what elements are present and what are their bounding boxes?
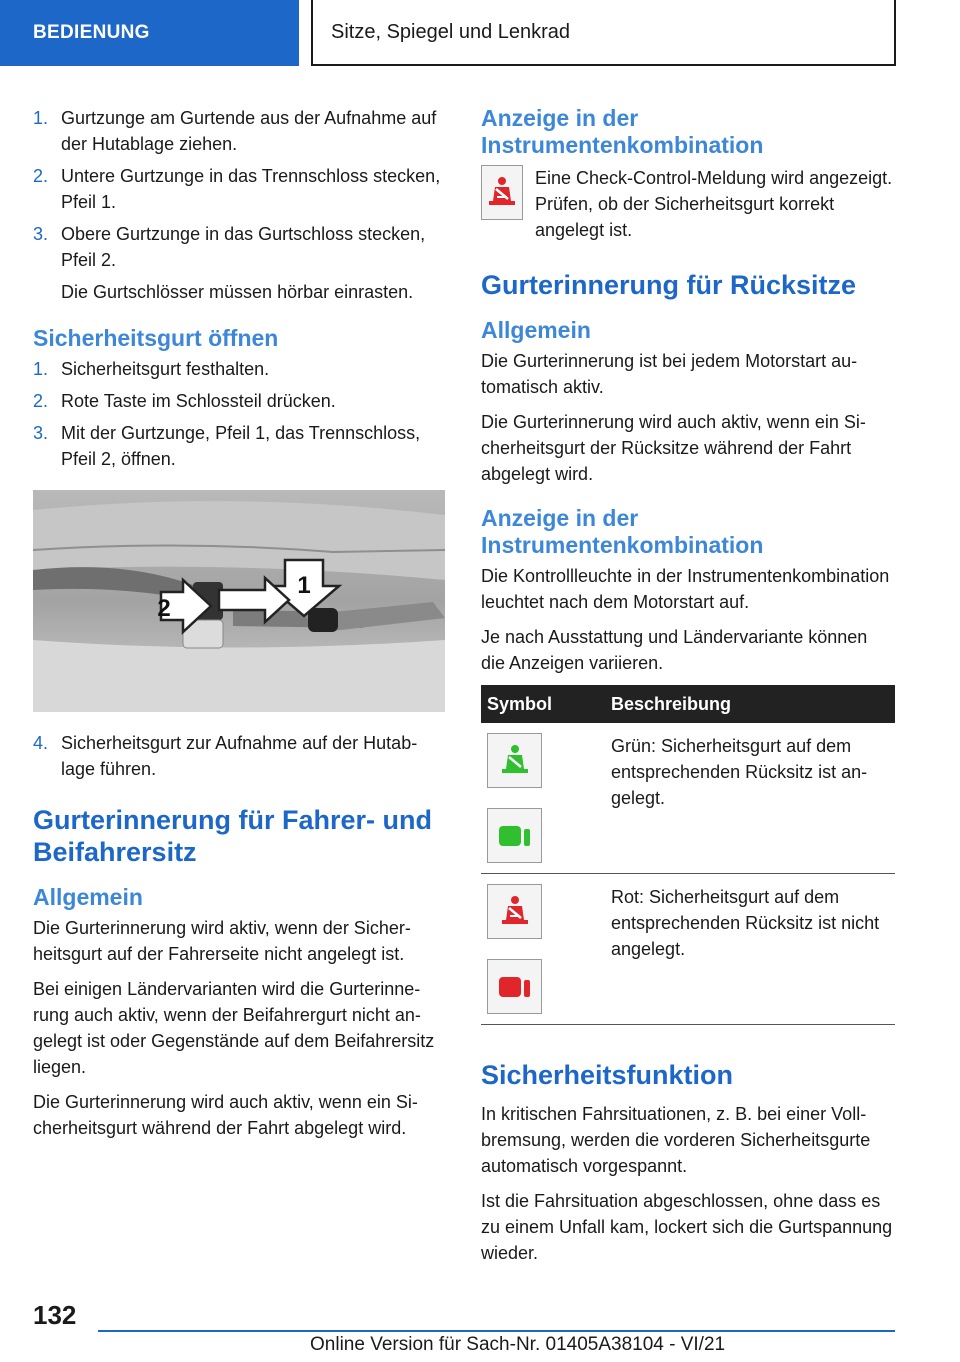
- footer-version-text[interactable]: Online Version für Sach-Nr. 01405A38104 - VI/21: [310, 1334, 726, 1355]
- heading-general: Allgemein: [481, 317, 591, 343]
- description-cell: Rot: Sicherheitsgurt auf dem entsprechenden Rücksitz ist nicht angelegt.: [605, 874, 895, 1025]
- list-item-note: Die Gurtschlösser müssen hörbar einrasten.: [61, 282, 414, 302]
- heading-general: Allgemein: [33, 884, 143, 910]
- description-cell: Grün: Sicherheitsgurt auf dem entsprechenden Rücksitz ist angelegt.: [605, 723, 895, 874]
- heading-display: Anzeige in der Instrumentenkombination: [481, 105, 764, 158]
- page-number: 132: [33, 1300, 77, 1330]
- paragraph: Die Gurterinnerung wird auch aktiv, wenn ein Sicherheitsgurt während der Fahrt abgelegt wird.: [33, 1092, 418, 1138]
- symbol-cell: [481, 723, 605, 874]
- heading-front-reminder: Gurterinnerung für Fahrer- und Beifahrersitz: [33, 805, 433, 867]
- arrow-label-2: 2: [157, 595, 171, 622]
- list-item: 1. Sicherheitsgurt festhalten.: [33, 359, 270, 379]
- list-item: 4. Sicherheitsgurt zur Aufnahme auf der Hutablage führen.: [33, 733, 418, 779]
- table-row: [481, 723, 895, 874]
- heading-safety-function: Sicherheitsfunktion: [481, 1060, 734, 1090]
- list-item: 2. Rote Taste im Schlossteil drücken.: [33, 391, 336, 411]
- seatbelt-buckle-photo: [33, 490, 445, 712]
- footer-divider: [98, 1330, 895, 1332]
- open-steps-list: [33, 356, 445, 472]
- seatbelt-unfastened-red-icon: [487, 884, 542, 939]
- note-text: Eine Check-Control-Meldung wird angezeigt. Prüfen, ob der Sicherheitsgurt korrekt angelegt ist.: [535, 168, 893, 240]
- paragraph: Die Gurterinnerung wird aktiv, wenn der Sicherheitsgurt auf der Fahrerseite nicht angelegt ist.: [33, 918, 411, 964]
- heading-open-belt: Sicherheitsgurt öffnen: [33, 325, 279, 351]
- page-header: [0, 0, 960, 66]
- fasten-steps-list: [33, 105, 445, 305]
- seatbelt-warning-icon: [481, 165, 523, 220]
- paragraph: Je nach Ausstattung und Ländervariante können die Anzeigen variieren.: [481, 627, 868, 673]
- column-header: Symbol: [481, 685, 605, 723]
- symbol-cell: [481, 874, 605, 1025]
- right-column: [481, 105, 895, 1275]
- paragraph: Ist die Fahrsituation abgeschlossen, ohne dass es zu einem Unfall kam, lockert sich die Gurtspannung wieder.: [481, 1191, 893, 1263]
- heading-display: Anzeige in der Instrumentenkombination: [481, 505, 764, 558]
- paragraph: In kritischen Fahrsituationen, z. B. bei einer Vollbremsung, werden die vorderen Sicherheitsgurte automatisch vorgespannt.: [481, 1104, 871, 1176]
- list-item: 3. Mit der Gurtzunge, Pfeil 1, das Trennschloss, Pfeil 2, öffnen.: [33, 423, 421, 469]
- symbol-table: [481, 685, 895, 1025]
- paragraph: Die Gurterinnerung ist bei jedem Motorstart automatisch aktiv.: [481, 351, 858, 397]
- list-item: 3. Obere Gurtzunge in das Gurtschloss stecken, Pfeil 2. Die Gurtschlösser müssen hörbar einrasten.: [33, 221, 445, 305]
- chapter-tab[interactable]: Sitze, Spiegel und Lenkrad: [311, 0, 896, 66]
- final-step-list: [33, 730, 445, 782]
- heading-rear-reminder: Gurterinnerung für Rücksitze: [481, 270, 857, 300]
- list-item: 1. Gurtzunge am Gurtende aus der Aufnahme auf der Hutablage ziehen.: [33, 108, 437, 154]
- seatbelt-fastened-green-icon: [487, 733, 542, 788]
- arrow-label-1: 1: [297, 572, 311, 599]
- paragraph: Die Kontrollleuchte in der Instrumentenkombination leuchtet nach dem Motorstart auf.: [481, 566, 890, 612]
- paragraph: Bei einigen Ländervarianten wird die Gurterinnerung auch aktiv, wenn der Beifahrergurt nicht angelegt ist oder Gegenstände auf dem Beifahrersitz liegen.: [33, 979, 435, 1077]
- column-header: Beschreibung: [605, 685, 895, 723]
- section-tab[interactable]: BEDIENUNG: [0, 0, 299, 66]
- seat-red-icon: [487, 959, 542, 1014]
- table-row: [481, 874, 895, 1025]
- list-item: 2. Untere Gurtzunge in das Trennschloss stecken, Pfeil 1.: [33, 166, 441, 212]
- paragraph: Die Gurterinnerung wird auch aktiv, wenn ein Sicherheitsgurt der Rücksitze während der Fahrt abgelegt wird.: [481, 412, 866, 484]
- seat-green-icon: [487, 808, 542, 863]
- left-column: [33, 105, 445, 1150]
- table-header-row: [481, 685, 895, 723]
- display-note: [481, 165, 895, 243]
